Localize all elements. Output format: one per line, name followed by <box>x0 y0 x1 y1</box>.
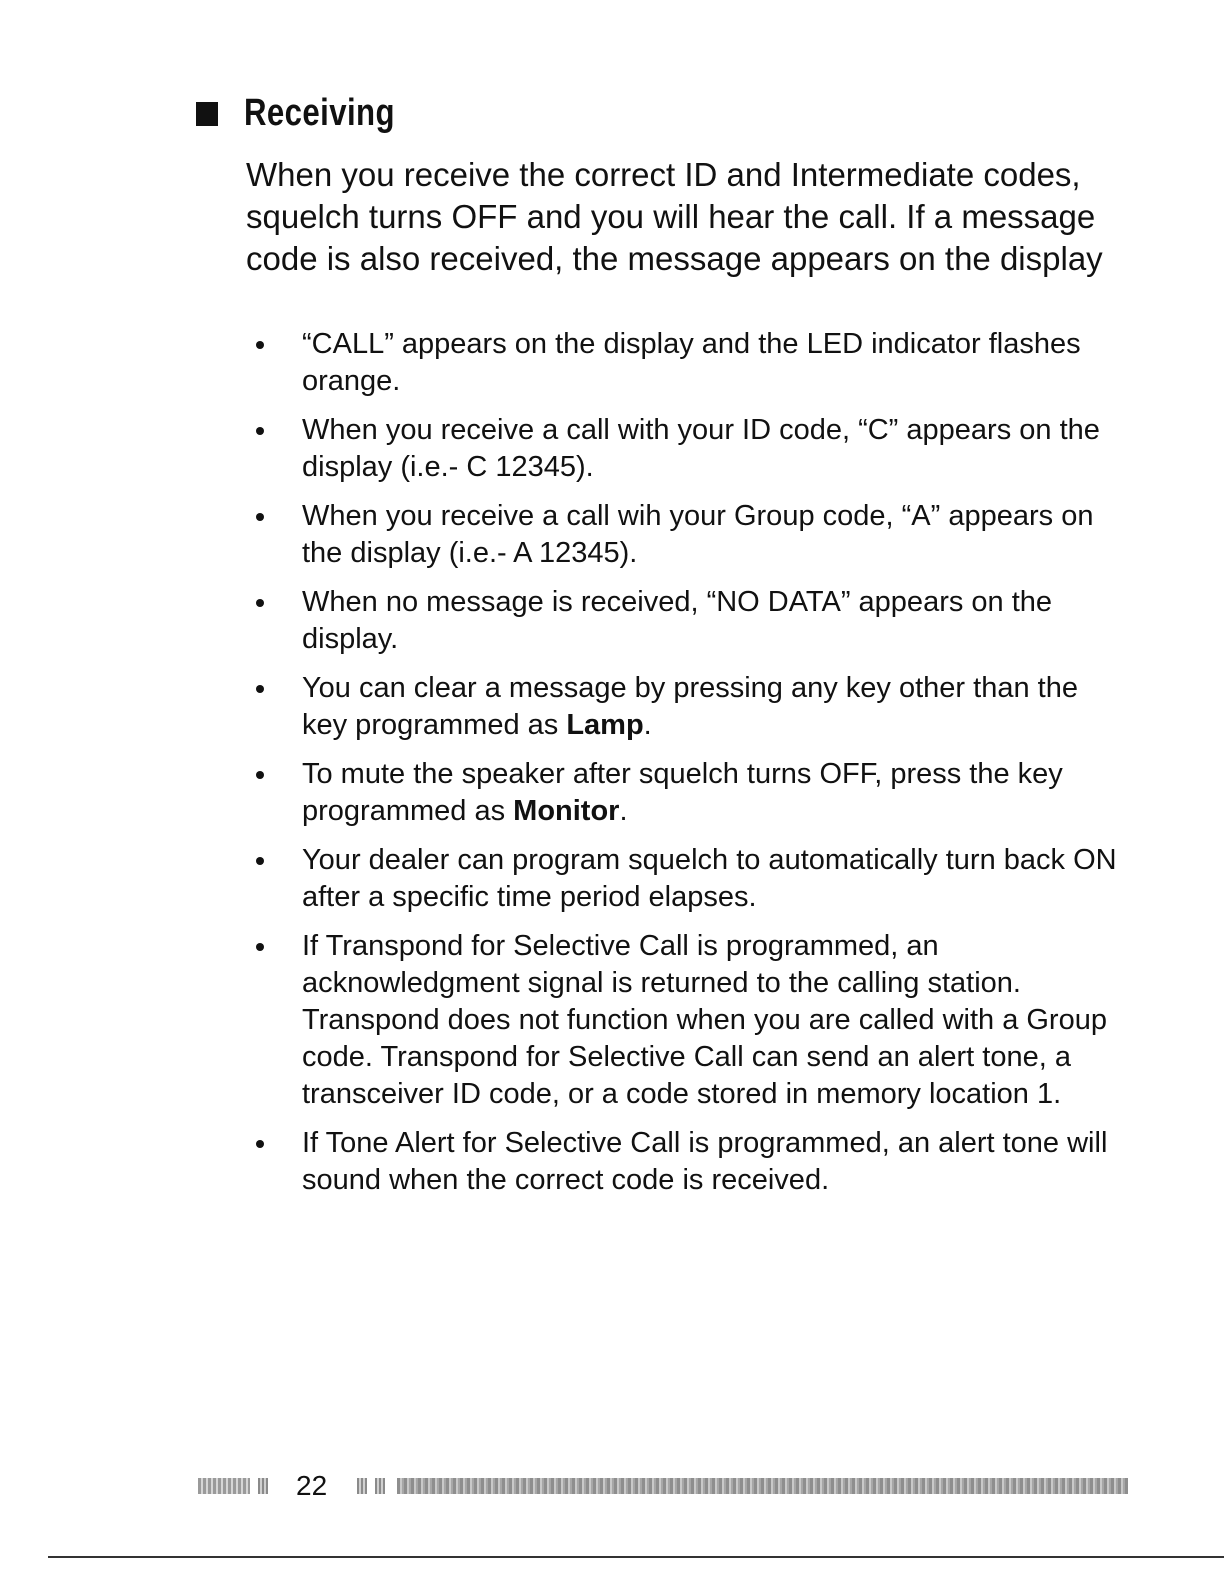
bullet-dot <box>256 341 264 349</box>
list-item <box>246 498 1126 572</box>
intro-paragraph: When you receive the correct ID and Intermediate codes, squelch turns OFF and you will hear the call. If a message code is also received, the message appears on the display <box>246 156 1103 277</box>
list-item <box>246 928 1126 1113</box>
list-item-text: When you receive a call wih your Group code, “A” appears on the display (i.e.- A 12345). <box>302 500 1094 569</box>
list-item <box>246 842 1126 916</box>
list-item <box>246 326 1126 400</box>
bullet-dot <box>256 513 264 521</box>
list-item-text: “CALL” appears on the display and the LED indicator flashes orange. <box>302 328 1081 397</box>
list-item-text-end: . <box>619 795 628 827</box>
key-name-lamp: Lamp <box>566 709 644 741</box>
list-item-text: If Transpond for Selective Call is programmed, an acknowledgment signal is returned to the calling station. Transpond does not function when you are called with a Group code. Transpond for Selective Call can send an alert tone, a transceiver ID code, or a code stored in memory location 1. <box>302 930 1107 1110</box>
heading-bullet-square <box>196 102 218 126</box>
list-item-text: Your dealer can program squelch to automatically turn back ON after a specific time period elapses. <box>302 844 1117 913</box>
list-item-text: When you receive a call with your ID code, “C” appears on the display (i.e.- C 12345). <box>302 414 1100 483</box>
list-item-text: When no message is received, “NO DATA” appears on the display. <box>302 586 1053 655</box>
list-item <box>246 670 1126 744</box>
bottom-divider <box>48 1556 1224 1558</box>
section-heading <box>196 92 428 135</box>
list-item <box>246 756 1126 830</box>
section-title: Receiving <box>244 92 395 134</box>
list-item-text: You can clear a message by pressing any key other than the key programmed as <box>302 672 1078 741</box>
footer-decorative-mark <box>357 1478 367 1494</box>
bullet-dot <box>256 857 264 865</box>
list-item-text: If Tone Alert for Selective Call is programmed, an alert tone will sound when the correct code is received. <box>302 1127 1108 1196</box>
list-item <box>246 584 1126 658</box>
list-item <box>246 412 1126 486</box>
bullet-dot <box>256 1140 264 1148</box>
footer-decorative-mark <box>375 1478 385 1494</box>
bullet-list <box>246 326 1126 1211</box>
list-item <box>246 1125 1126 1199</box>
page-number: 22 <box>296 1470 328 1501</box>
bullet-dot <box>256 599 264 607</box>
footer-decorative-mark <box>258 1478 268 1494</box>
bullet-dot <box>256 685 264 693</box>
bullet-dot <box>256 771 264 779</box>
bullet-dot <box>256 427 264 435</box>
footer-decorative-bar-left <box>198 1478 250 1494</box>
list-item-text-end: . <box>643 709 652 741</box>
list-item-text: To mute the speaker after squelch turns OFF, press the key programmed as <box>302 758 1063 827</box>
page-footer <box>198 1466 1128 1506</box>
footer-decorative-bar-right <box>397 1478 1128 1494</box>
bullet-dot <box>256 943 264 951</box>
key-name-monitor: Monitor <box>513 795 620 827</box>
